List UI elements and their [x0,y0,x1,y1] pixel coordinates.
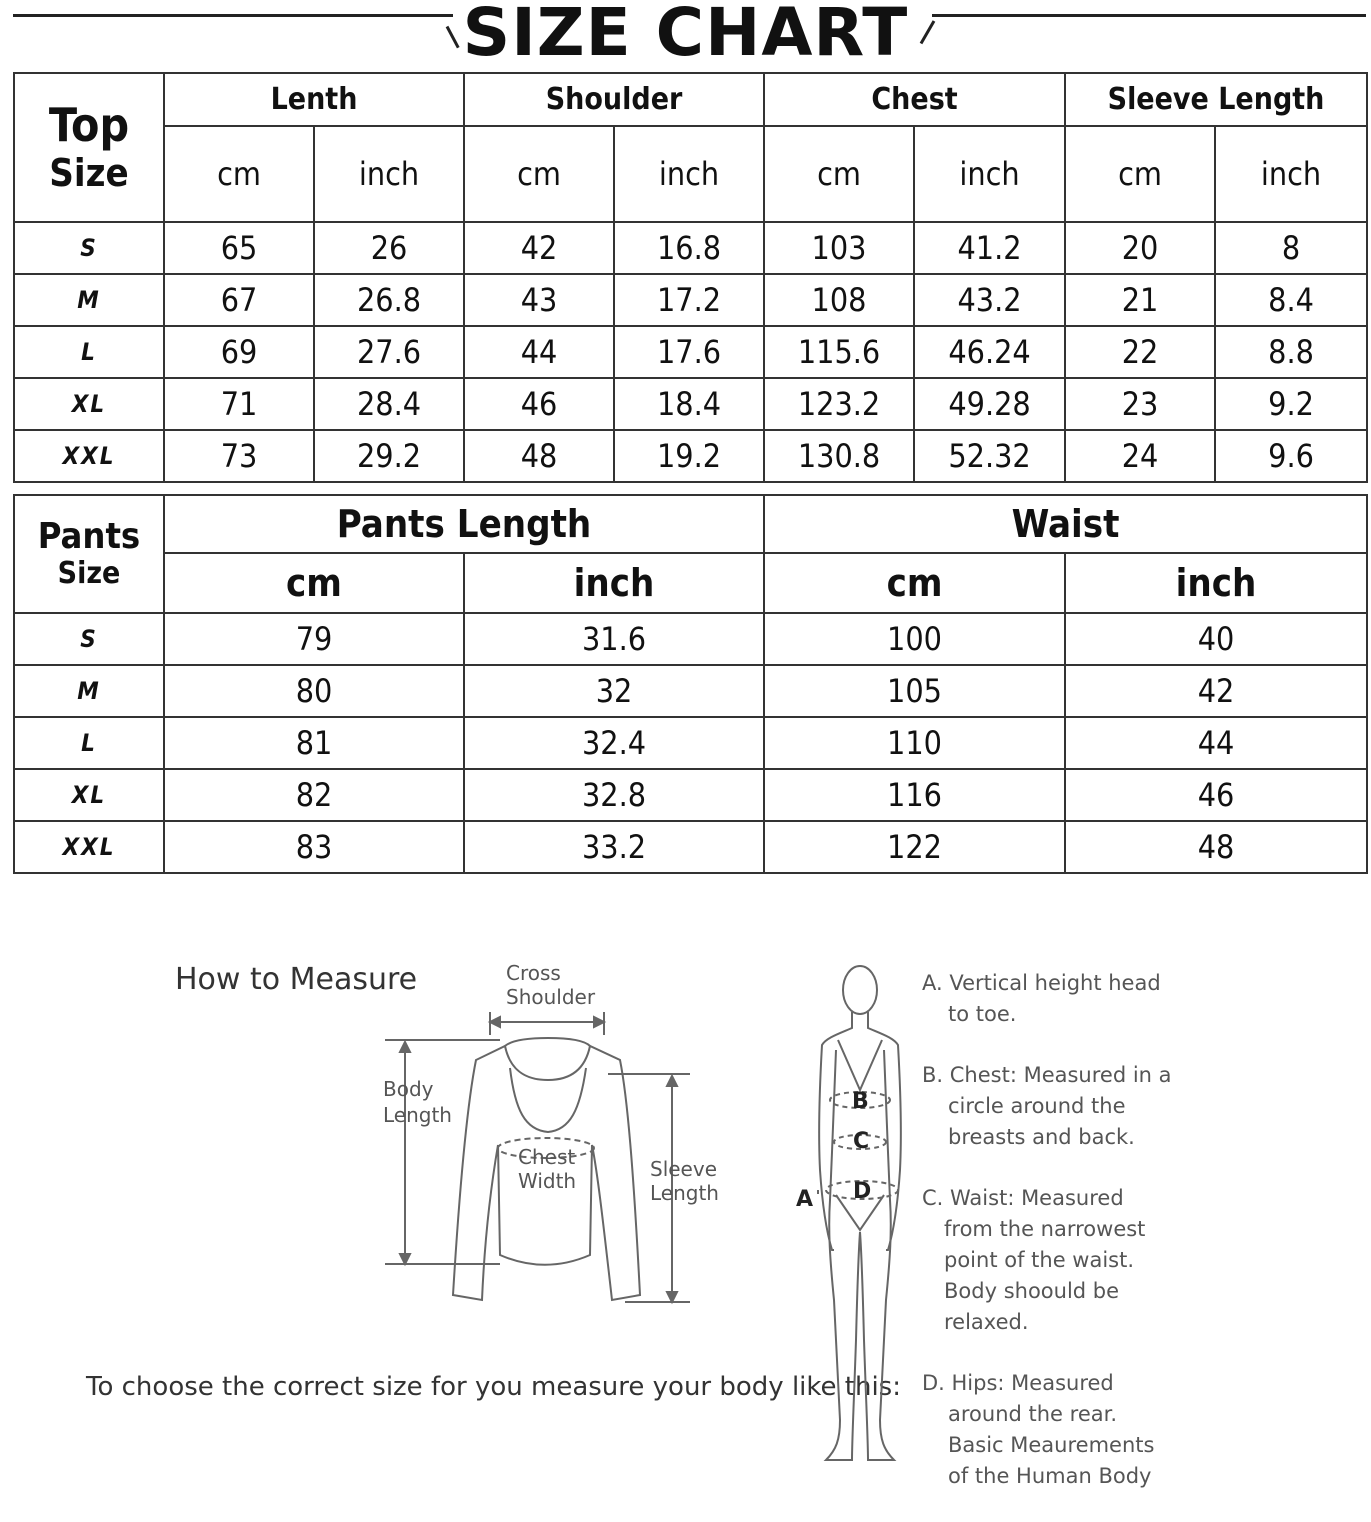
table-cell: 79 [164,613,464,665]
table-cell: 46.24 [914,326,1065,378]
note-line: circle around the [948,1094,1126,1118]
size-label: S [14,222,164,274]
table-cell: 42 [464,222,614,274]
measurement-illustrations [0,930,920,1500]
top-size-table [13,72,1368,483]
table-row [14,274,1367,326]
table-cell: 46 [1065,769,1367,821]
size-label: XXL [14,430,164,482]
table-cell: 80 [164,665,464,717]
note-line: from the narrowest [944,1217,1146,1241]
unit-header: inch [1215,126,1367,222]
size-label: L [14,717,164,769]
table-cell: 122 [764,821,1065,873]
table-cell: 33.2 [464,821,764,873]
table-cell: 65 [164,222,314,274]
table-cell: 40 [1065,613,1367,665]
table-cell: 8 [1215,222,1367,274]
table-cell: 123.2 [764,378,914,430]
label-sleeve-length: Sleeve [650,1157,718,1181]
table-cell: 32.8 [464,769,764,821]
table-cell: 115.6 [764,326,914,378]
table-cell: 29.2 [314,430,464,482]
unit-header: inch [314,126,464,222]
label-body-length: Body [383,1077,434,1101]
unit-header: cm [764,553,1065,613]
table-cell: 17.6 [614,326,764,378]
table-cell: 8.8 [1215,326,1367,378]
table-row [14,430,1367,482]
table-cell: 22 [1065,326,1215,378]
note-line: A. Vertical height head [922,971,1161,995]
size-label: L [14,326,164,378]
note-line: to toe. [948,1002,1017,1026]
note-line: B. Chest: Measured in a [922,1063,1172,1087]
size-label: XL [14,769,164,821]
body-letter-c: C [853,1129,870,1154]
size-label: M [14,665,164,717]
group-header-sleeve-length: Sleeve Length [1065,73,1367,126]
table-cell: 52.32 [914,430,1065,482]
corner-label-size: Size [57,556,121,592]
table-cell: 28.4 [314,378,464,430]
table-cell: 73 [164,430,314,482]
unit-header: cm [764,126,914,222]
unit-header: inch [914,126,1065,222]
table-cell: 48 [1065,821,1367,873]
measure-instruction-text: To choose the correct size for you measure your body like this: [86,1372,901,1402]
size-label: M [14,274,164,326]
note-line: breasts and back. [948,1125,1135,1149]
body-letter-b: B [852,1089,869,1114]
note-line: D. Hips: Measured [922,1371,1114,1395]
pants-unit-header-row [14,553,1367,613]
table-cell: 110 [764,717,1065,769]
table-row [14,378,1367,430]
unit-header: cm [464,126,614,222]
table-cell: 32.4 [464,717,764,769]
corner-label-pants: Pants [37,516,141,558]
table-cell: 32 [464,665,764,717]
unit-header: cm [164,126,314,222]
table-row [14,769,1367,821]
table-cell: 100 [764,613,1065,665]
table-cell: 31.6 [464,613,764,665]
table-cell: 24 [1065,430,1215,482]
note-line: C. Waist: Measured [922,1186,1124,1210]
group-header-pants-length: Pants Length [164,495,764,553]
measurement-notes [922,968,1362,1522]
table-cell: 8.4 [1215,274,1367,326]
table-row [14,665,1367,717]
table-cell: 26.8 [314,274,464,326]
table-cell: 26 [314,222,464,274]
table-cell: 20 [1065,222,1215,274]
table-cell: 42 [1065,665,1367,717]
unit-header: inch [614,126,764,222]
table-cell: 48 [464,430,614,482]
table-cell: 83 [164,821,464,873]
note-line: Basic Meaurements [948,1433,1155,1457]
group-header-shoulder: Shoulder [464,73,764,126]
note-chest [922,1060,1362,1153]
table-cell: 19.2 [614,430,764,482]
corner-label-size: Size [49,151,129,196]
label-cross-shoulder-2: Shoulder [506,985,596,1009]
body-letter-d: D [853,1179,872,1204]
table-cell: 82 [164,769,464,821]
note-line: of the Human Body [948,1464,1152,1488]
table-cell: 41.2 [914,222,1065,274]
page-title: SIZE CHART [462,0,909,71]
unit-header: inch [464,553,764,613]
body-figure-illustration [818,966,901,1460]
table-row [14,222,1367,274]
top-unit-header-row [14,126,1367,222]
unit-header: cm [164,553,464,613]
size-label: S [14,613,164,665]
pants-size-table [13,494,1368,874]
table-cell: 81 [164,717,464,769]
group-header-chest: Chest [764,73,1065,126]
unit-header: cm [1065,126,1215,222]
corner-label-top: Top [48,98,130,153]
table-cell: 130.8 [764,430,914,482]
size-label: XL [14,378,164,430]
table-cell: 9.2 [1215,378,1367,430]
table-cell: 103 [764,222,914,274]
label-body-length-2: Length [383,1103,452,1127]
group-header-length: Lenth [164,73,464,126]
table-cell: 44 [1065,717,1367,769]
table-row [14,613,1367,665]
table-cell: 105 [764,665,1065,717]
table-cell: 43 [464,274,614,326]
table-cell: 108 [764,274,914,326]
table-row [14,326,1367,378]
table-cell: 43.2 [914,274,1065,326]
table-cell: 69 [164,326,314,378]
label-chest-width: Chest [518,1145,576,1169]
note-line: relaxed. [944,1310,1029,1334]
table-cell: 49.28 [914,378,1065,430]
table-cell: 27.6 [314,326,464,378]
table-cell: 17.2 [614,274,764,326]
label-sleeve-length-2: Length [650,1181,719,1205]
pants-corner-cell [14,495,164,613]
note-hips [922,1368,1362,1492]
table-row [14,717,1367,769]
table-row [14,821,1367,873]
note-line: around the rear. [948,1402,1117,1426]
pants-group-header-row [14,495,1367,553]
table-cell: 116 [764,769,1065,821]
label-chest-width-2: Width [518,1169,577,1193]
top-corner-cell [14,73,164,222]
label-cross-shoulder: Cross [506,961,561,985]
table-cell: 9.6 [1215,430,1367,482]
how-to-measure-heading: How to Measure [175,962,418,997]
table-cell: 67 [164,274,314,326]
body-letter-a: A [796,1187,814,1212]
note-line: point of the waist. [944,1248,1135,1272]
note-line: Body shoould be [944,1279,1120,1303]
size-label: XXL [14,821,164,873]
note-height [922,968,1362,1030]
table-cell: 71 [164,378,314,430]
table-cell: 18.4 [614,378,764,430]
table-cell: 44 [464,326,614,378]
top-group-header-row [14,73,1367,126]
group-header-waist: Waist [764,495,1367,553]
table-cell: 23 [1065,378,1215,430]
unit-header: inch [1065,553,1367,613]
table-cell: 21 [1065,274,1215,326]
table-cell: 16.8 [614,222,764,274]
table-cell: 46 [464,378,614,430]
note-waist [922,1183,1362,1338]
